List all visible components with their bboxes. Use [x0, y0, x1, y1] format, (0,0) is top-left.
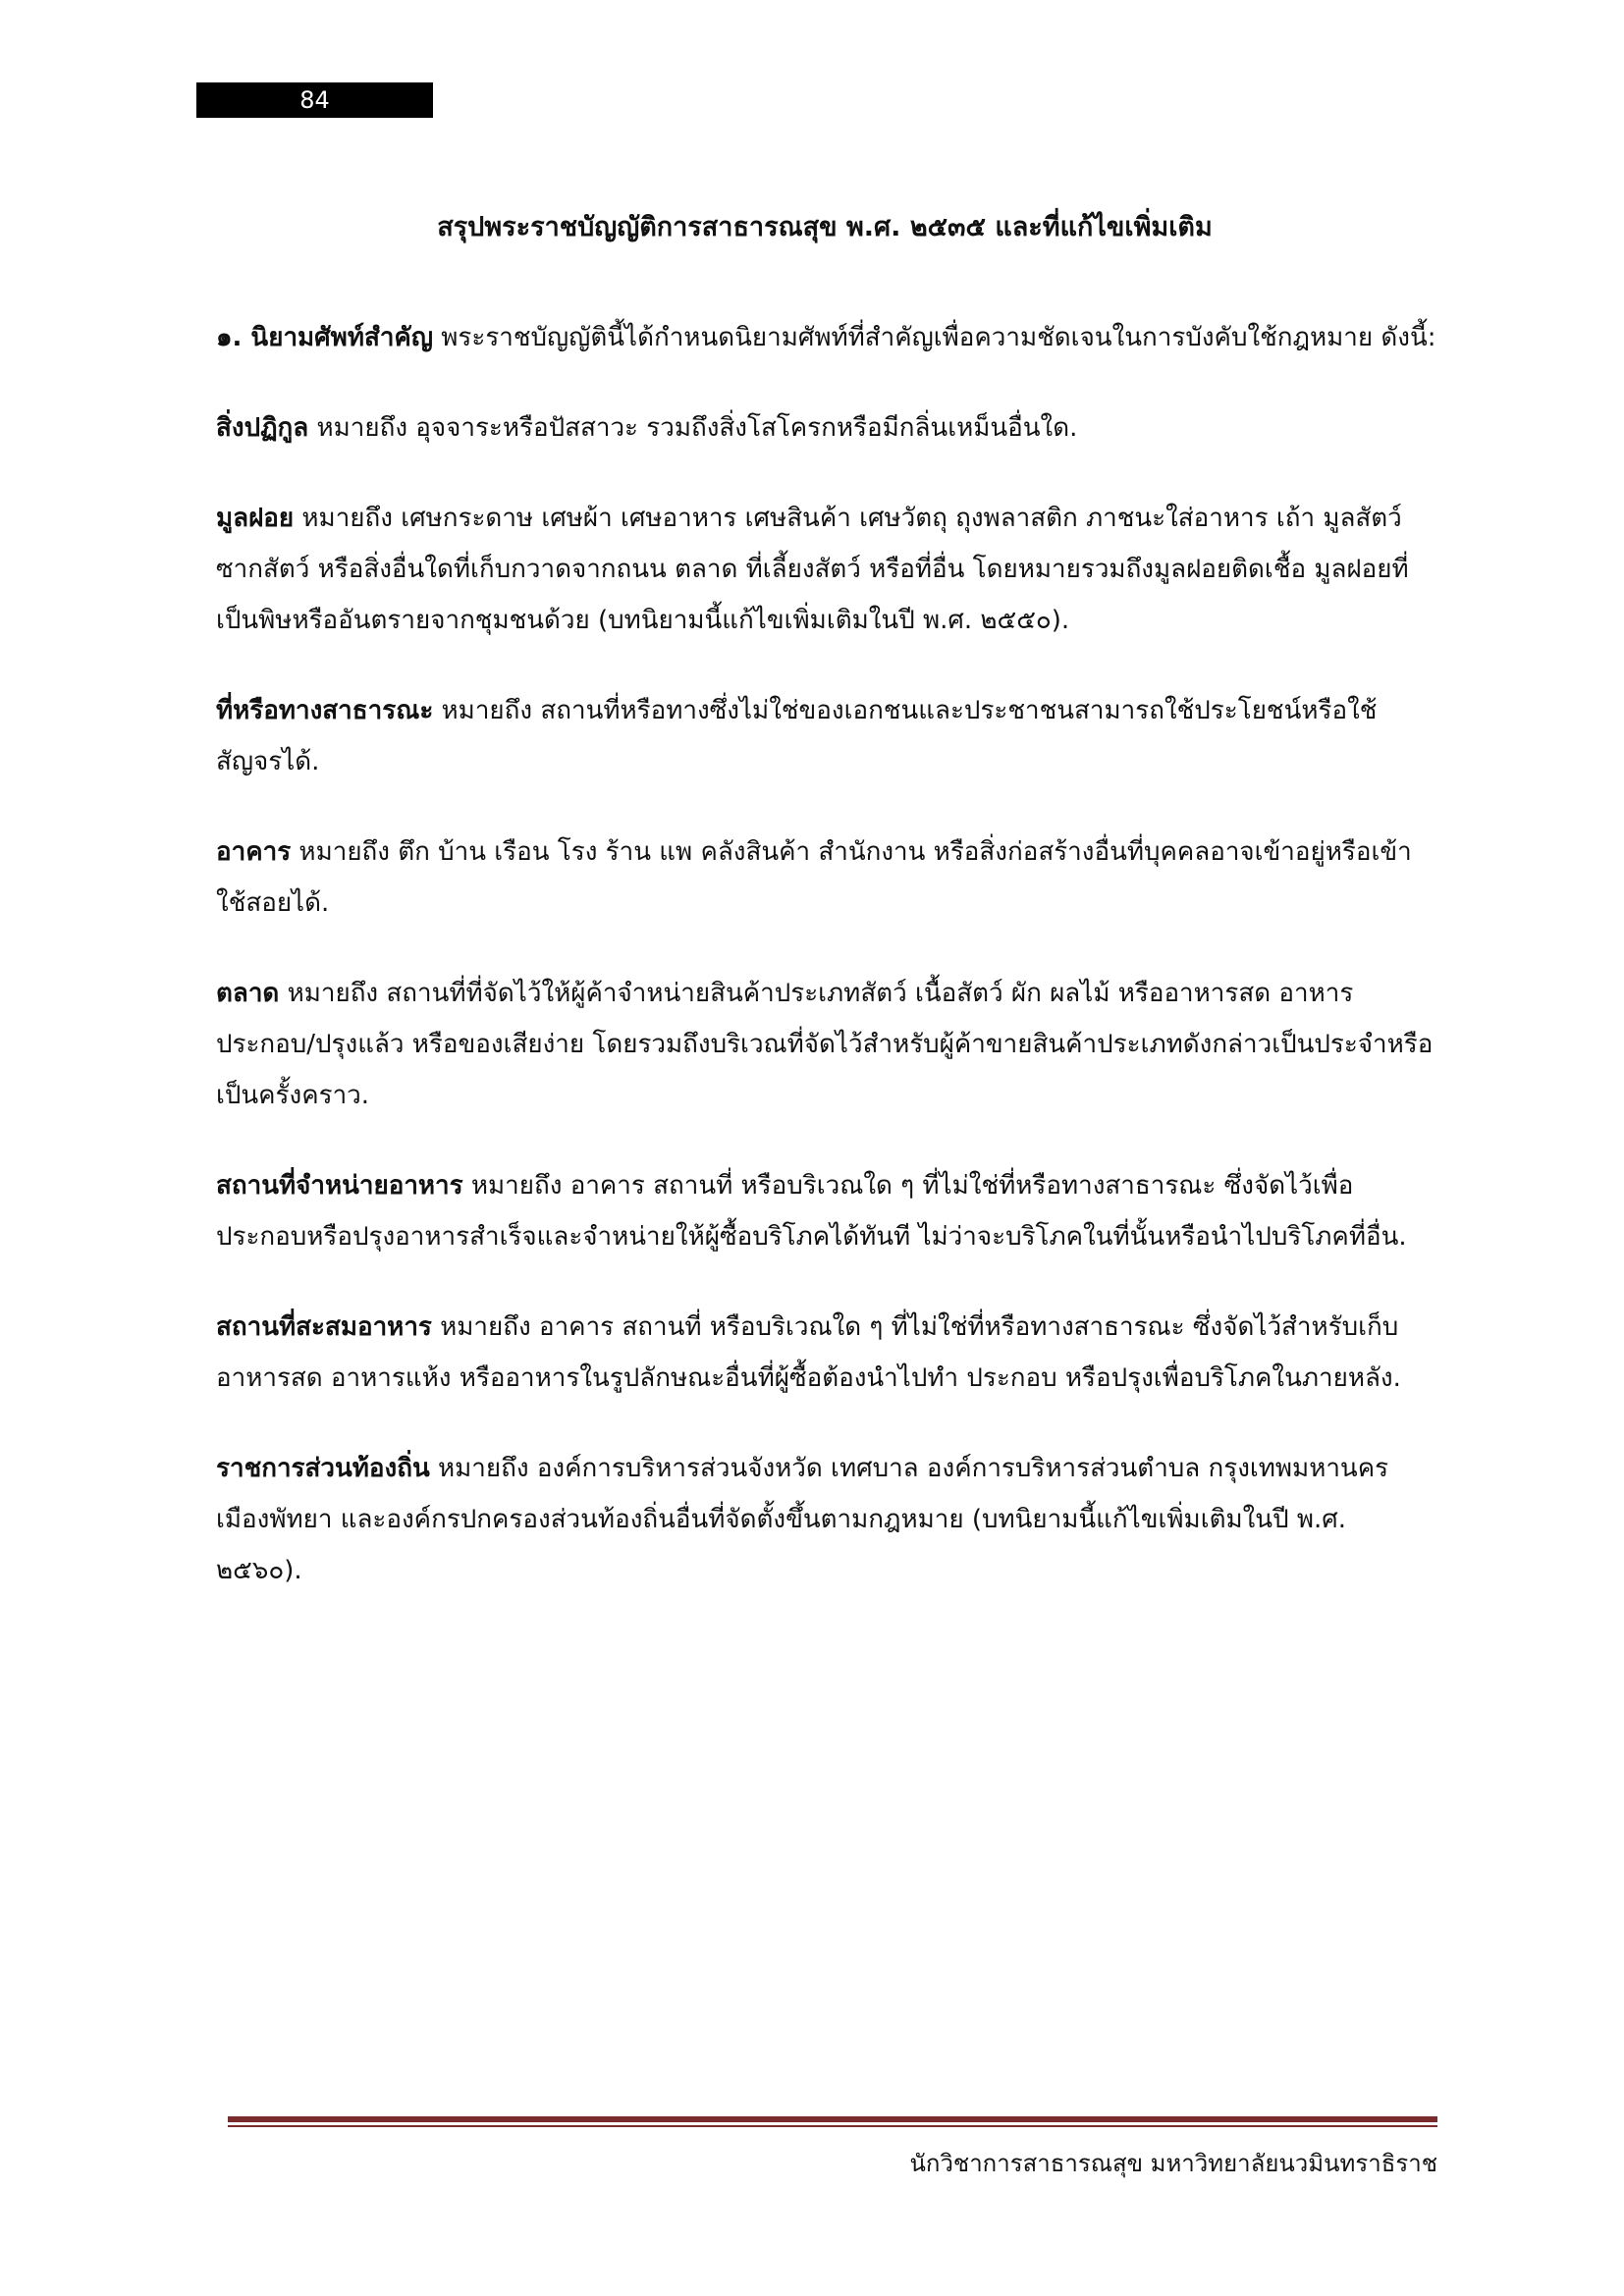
- definition-paragraph: [216, 827, 1438, 929]
- definition-term: สิ่งปฏิกูล: [216, 413, 309, 443]
- definition-text: หมายถึง สถานที่ที่จัดไว้ให้ผู้ค้าจำหน่ายสินค้าประเภทสัตว์ เนื้อสัตว์ ผัก ผลไม้ หรืออาหารสด อาหารประกอบ/ปรุงแล้ว หรือของเสียง่าย โดยรวมถึงบริเวณที่จัดไว้สำหรับผู้ค้าขายสินค้าประเภทดังกล่าวเป็นประจำหรือเป็นครั้งคราว.: [216, 979, 1434, 1110]
- definition-term: มูลฝอย: [216, 504, 295, 533]
- definition-paragraph: [216, 1160, 1438, 1262]
- definition-text: หมายถึง อุจจาระหรือปัสสาวะ รวมถึงสิ่งโสโครกหรือมีกลิ่นเหม็นอื่นใด.: [308, 413, 1078, 443]
- definition-text: หมายถึง เศษกระดาษ เศษผ้า เศษอาหาร เศษสินค้า เศษวัตถุ ถุงพลาสติก ภาชนะใส่อาหาร เถ้า มูลสัตว์ ซากสัตว์ หรือสิ่งอื่นใดที่เก็บกวาดจากถนน ตลาด ที่เลี้ยงสัตว์ หรือที่อื่น โดยหมายรวมถึงมูลฝอยติดเชื้อ มูลฝอยที่เป็นพิษหรืออันตรายจากชุมชนด้วย (บทนิยามนี้แก้ไขเพิ่มเติมในปี พ.ศ. ๒๕๕๐).: [216, 504, 1409, 635]
- footer-divider-thin: [228, 2125, 1437, 2127]
- footer-divider: [228, 2116, 1437, 2127]
- definition-term: ราชการส่วนท้องถิ่น: [216, 1454, 430, 1483]
- document-body: [216, 312, 1438, 1635]
- intro-text: พระราชบัญญัตินี้ได้กำหนดนิยามศัพท์ที่สำคัญเพื่อความชัดเจนในการบังคับใช้กฎหมาย ดังนี้:: [432, 323, 1436, 352]
- definition-term: อาคาร: [216, 837, 292, 867]
- definition-text: หมายถึง อาคาร สถานที่ หรือบริเวณใด ๆ ที่ไม่ใช่ที่หรือทางสาธารณะ ซึ่งจัดไว้เพื่อประกอบหรือปรุงอาหารสำเร็จและจำหน่ายให้ผู้ซื้อบริโภคได้ทันที ไม่ว่าจะบริโภคในที่นั้นหรือนำไปบริโภคที่อื่น.: [216, 1171, 1407, 1252]
- intro-heading: ๑. นิยามศัพท์สำคัญ: [216, 323, 433, 352]
- definition-paragraph: [216, 1443, 1438, 1596]
- footer-divider-thick: [228, 2116, 1437, 2122]
- definition-text: หมายถึง องค์การบริหารส่วนจังหวัด เทศบาล องค์การบริหารส่วนตำบล กรุงเทพมหานคร เมืองพัทยา และองค์กรปกครองส่วนท้องถิ่นอื่นที่จัดตั้งขึ้นตามกฎหมาย (บทนิยามนี้แก้ไขเพิ่มเติมในปี พ.ศ. ๒๕๖๐).: [216, 1454, 1389, 1585]
- definition-paragraph: [216, 493, 1438, 646]
- definition-text: หมายถึง ตึก บ้าน เรือน โรง ร้าน แพ คลังสินค้า สำนักงาน หรือสิ่งก่อสร้างอื่นที่บุคคลอาจเข้าอยู่หรือเข้าใช้สอยได้.: [216, 837, 1412, 918]
- document-title: สรุปพระราชบัญญัติการสาธารณสุข พ.ศ. ๒๕๓๕ และที่แก้ไขเพิ่มเติม: [437, 212, 1213, 242]
- definition-paragraph: [216, 402, 1438, 454]
- footer-text: นักวิชาการสาธารณสุข มหาวิทยาลัยนวมินทราธิราช: [909, 2150, 1437, 2177]
- definition-paragraph: [216, 1302, 1438, 1404]
- definition-text: หมายถึง สถานที่หรือทางซึ่งไม่ใช่ของเอกชนและประชาชนสามารถใช้ประโยชน์หรือใช้สัญจรได้.: [216, 696, 1378, 776]
- definition-paragraph: [216, 685, 1438, 787]
- page-number: 84: [196, 82, 433, 118]
- definition-term: สถานที่สะสมอาหาร: [216, 1312, 432, 1342]
- definition-term: ตลาด: [216, 979, 280, 1008]
- intro-paragraph: [216, 312, 1438, 363]
- definition-term: สถานที่จำหน่ายอาหาร: [216, 1171, 463, 1201]
- definition-text: หมายถึง อาคาร สถานที่ หรือบริเวณใด ๆ ที่ไม่ใช่ที่หรือทางสาธารณะ ซึ่งจัดไว้สำหรับเก็บอาหารสด อาหารแห้ง หรืออาหารในรูปลักษณะอื่นที่ผู้ซื้อต้องนำไปทำ ประกอบ หรือปรุงเพื่อบริโภคในภายหลัง.: [216, 1312, 1401, 1393]
- definition-paragraph: [216, 968, 1438, 1121]
- definition-term: ที่หรือทางสาธารณะ: [216, 696, 434, 725]
